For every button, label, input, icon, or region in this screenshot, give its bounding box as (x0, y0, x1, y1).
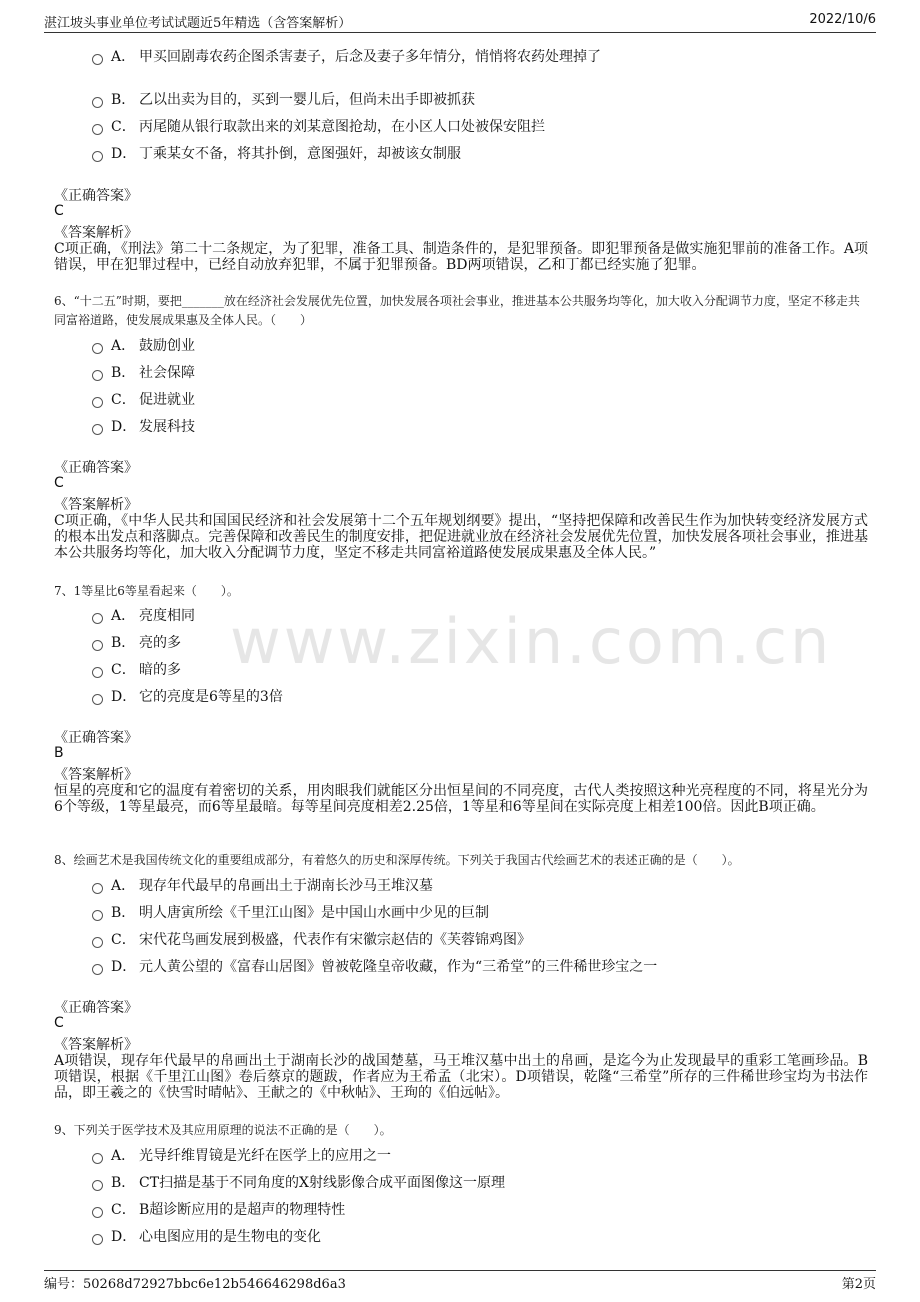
option-q7-d[interactable]: D． 它的亮度是6等星的3倍 (92, 686, 283, 706)
option-q6-c[interactable]: C． 促进就业 (92, 389, 195, 409)
q8-question: 8、绘画艺术是我国传统文化的重要组成部分，有着悠久的历史和深厚传统。下列关于我国古代绘画艺术的表述正确的是（ ）。 (54, 853, 740, 867)
radio-icon[interactable] (92, 97, 103, 108)
option-q6-b[interactable]: B． 社会保障 (92, 362, 195, 382)
document-date: 2022/10/6 (809, 12, 876, 27)
page-number: 第2页 (841, 1277, 876, 1292)
explanation-label: 《答案解析》 (54, 1037, 138, 1053)
radio-icon[interactable] (92, 370, 103, 381)
option-q8-a[interactable]: A． 现存年代最早的帛画出土于湖南长沙马王堆汉墓 (92, 875, 433, 895)
q9-question: 9、下列关于医学技术及其应用原理的说法不正确的是（ ）。 (54, 1123, 392, 1137)
option-q7-c[interactable]: C． 暗的多 (92, 659, 181, 679)
option-q7-a[interactable]: A． 亮度相同 (92, 605, 195, 625)
radio-icon[interactable] (92, 964, 103, 975)
document-id: 编号：50268d72927bbc6e12b546646298d6a3 (44, 1277, 346, 1292)
radio-icon[interactable] (92, 124, 103, 135)
q8-answer: C (54, 1015, 64, 1031)
option-q5-d[interactable]: D． 丁乘某女不备，将其扑倒，意图强奸，却被该女制服 (92, 143, 461, 163)
q5-explanation: C项正确，《刑法》第二十二条规定，为了犯罪，准备工具、制造条件的，是犯罪预备。即犯罪预备是做实施犯罪前的准备工作。A项错误，甲在犯罪过程中，已经自动放弃犯罪，不属于犯罪预备。BD两项错误，乙和丁都已经实施了犯罪。 (54, 241, 868, 273)
radio-icon[interactable] (92, 1180, 103, 1191)
radio-icon[interactable] (92, 640, 103, 651)
radio-icon[interactable] (92, 937, 103, 948)
q6-answer: C (54, 475, 64, 491)
option-q8-b[interactable]: B． 明人唐寅所绘《千里江山图》是中国山水画中少见的巨制 (92, 902, 489, 922)
correct-answer-label: 《正确答案》 (54, 460, 138, 476)
explanation-label: 《答案解析》 (54, 225, 138, 241)
option-q8-d[interactable]: D． 元人黄公望的《富春山居图》曾被乾隆皇帝收藏，作为“三希堂”的三件稀世珍宝之一 (92, 956, 657, 976)
option-q6-d[interactable]: D． 发展科技 (92, 416, 195, 436)
radio-icon[interactable] (92, 694, 103, 705)
correct-answer-label: 《正确答案》 (54, 730, 138, 746)
q5-answer: C (54, 203, 64, 219)
option-q7-b[interactable]: B． 亮的多 (92, 632, 181, 652)
radio-icon[interactable] (92, 1207, 103, 1218)
radio-icon[interactable] (92, 54, 103, 65)
q7-explanation: 恒星的亮度和它的温度有着密切的关系，用肉眼我们就能区分出恒星间的不同亮度，古代人类按照这种光亮程度的不同，将星光分为6个等级，1等星最亮，而6等星最暗。每等星间亮度相差2.25倍，1等星和6等星间在实际亮度上相差100倍。因此B项正确。 (54, 783, 868, 815)
radio-icon[interactable] (92, 424, 103, 435)
radio-icon[interactable] (92, 343, 103, 354)
q7-question: 7、1等星比6等星看起来（ ）。 (54, 584, 239, 598)
option-q6-a[interactable]: A． 鼓励创业 (92, 335, 195, 355)
radio-icon[interactable] (92, 397, 103, 408)
correct-answer-label: 《正确答案》 (54, 1000, 138, 1016)
radio-icon[interactable] (92, 151, 103, 162)
q6-question: 6、“十二五”时期，要把_______放在经济社会发展优先位置，加快发展各项社会事业，推进基本公共服务均等化，加大收入分配调节力度，坚定不移走共同富裕道路，使发展成果惠及全体人民。（ ） (54, 294, 860, 327)
option-q9-b[interactable]: B． CT扫描是基于不同角度的X射线影像合成平面图像这一原理 (92, 1172, 505, 1192)
radio-icon[interactable] (92, 667, 103, 678)
radio-icon[interactable] (92, 910, 103, 921)
option-q5-a[interactable]: A． 甲买回剧毒农药企图杀害妻子，后念及妻子多年情分，悄悄将农药处理掉了 (92, 46, 601, 66)
q8-explanation: A项错误，现存年代最早的帛画出土于湖南长沙的战国楚墓，马王堆汉墓中出土的帛画，是迄今为止发现最早的重彩工笔画珍品。B项错误，根据《千里江山图》卷后蔡京的题跋，作者应为王希孟（北宋）。D项错误，乾隆“三希堂”所存的三件稀世珍宝均为书法作品，即王羲之的《快雪时晴帖》、王献之的《中秋帖》、王珣的《伯远帖》。 (54, 1053, 868, 1101)
watermark: www.zixin.com.cn (230, 605, 833, 678)
option-q5-c[interactable]: C． 丙尾随从银行取款出来的刘某意图抢劫，在小区人口处被保安阻拦 (92, 116, 545, 136)
option-q8-c[interactable]: C． 宋代花鸟画发展到极盛，代表作有宋徽宗赵佶的《芙蓉锦鸡图》 (92, 929, 531, 949)
radio-icon[interactable] (92, 613, 103, 624)
option-q9-d[interactable]: D． 心电图应用的是生物电的变化 (92, 1226, 321, 1246)
radio-icon[interactable] (92, 1234, 103, 1245)
radio-icon[interactable] (92, 883, 103, 894)
option-q9-c[interactable]: C． B超诊断应用的是超声的物理特性 (92, 1199, 345, 1219)
page-header (44, 12, 876, 33)
option-q9-a[interactable]: A． 光导纤维胃镜是光纤在医学上的应用之一 (92, 1145, 391, 1165)
correct-answer-label: 《正确答案》 (54, 188, 138, 204)
option-q5-b[interactable]: B． 乙以出卖为目的，买到一婴儿后，但尚未出手即被抓获 (92, 89, 475, 109)
q6-explanation: C项正确，《中华人民共和国国民经济和社会发展第十二个五年规划纲要》提出，“坚持把保障和改善民生作为加快转变经济发展方式的根本出发点和落脚点。完善保障和改善民生的制度安排，把促进就业放在经济社会发展优先位置，加快发展各项社会事业，推进基本公共服务均等化，加大收入分配调节力度，坚定不移走共同富裕道路使发展成果惠及全体人民。” (54, 513, 868, 561)
document-title: 湛江坡头事业单位考试试题近5年精选（含答案解析） (44, 16, 352, 31)
explanation-label: 《答案解析》 (54, 767, 138, 783)
explanation-label: 《答案解析》 (54, 497, 138, 513)
radio-icon[interactable] (92, 1153, 103, 1164)
page-footer (44, 1270, 876, 1292)
q7-answer: B (54, 745, 64, 761)
